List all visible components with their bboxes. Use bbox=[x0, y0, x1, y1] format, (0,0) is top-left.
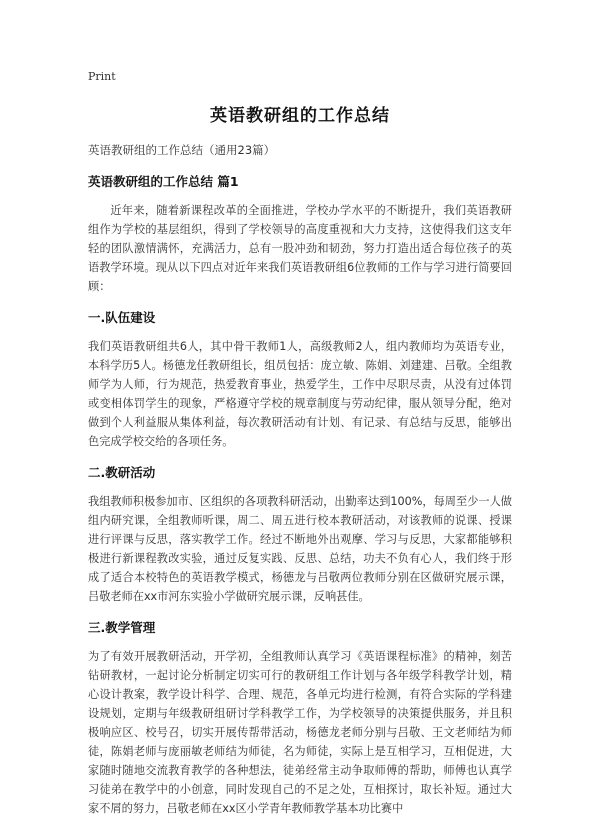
intro-paragraph: 近年来，随着新课程改革的全面推进，学校办学水平的不断提升，我们英语教研组作为学校的基层组织，得到了学校领导的高度重视和大力支持，这使得我们这支年轻的团队激情满怀，充满活力，总有一股冲劲和韧劲，努力打造出适合每位孩子的英语教学环境。现从以下四点对近年来我们英语教研组6位教师的工作与学习进行简要回顾： bbox=[88, 204, 512, 293]
section-body-management: 为了有效开展教研活动，开学初，全组教师认真学习《英语课程标准》的精神，刻苦钻研教材，一起讨论分析制定切实可行的教研组工作计划与各年级学科教学计划，精心设计教案，教学设计科学、合理、规范，各单元均进行检测，有符合实际的学科建设规划，定期与年级教研组研讨学科教学工作，为学校领导的决策提供服务，并且积极响应区、校号召，切实开展传帮带活动，杨德龙老师分别与吕敬、王文老师结为师徒，陈娟老师与庞丽敏老师结为师徒，名为师徒，实际上是互相学习，互相促进，大家随时随地交流教育教学的各种想法，徒弟经常主动争取师傅的帮助，师傅也认真学习徒弟在教学中的小创意，同时发现自己的不足之处，互相探讨，取长补短。通过大家不屑的努力，吕敬老师在xx区小学青年教师教学基本功比赛中 bbox=[88, 650, 512, 815]
document-title: 英语教研组的工作总结 bbox=[210, 106, 390, 126]
section-body-team: 我们英语教研组共6人，其中骨干教师1人，高级教师2人，组内教师均为英语专业，本科学历5人。杨德龙任教研组长，组员包括：庞立敏、陈娟、刘建建、吕敬。全组教师学为人师，行为规范，热爱教育事业，热爱学生，工作中尽职尽责，从没有过体罚或变相体罚学生的现象，严格遵守学校的规章制度与劳动纪律，服从领导分配，绝对做到个人利益服从集体利益，每次教研活动有计划、有记录、有总结与反思，能够出色完成学校交给的各项任务。 bbox=[88, 340, 512, 448]
section-body-research: 我组教师积极参加市、区组织的各项教科研活动，出勤率达到100%，每周至少一人做组内研究课，全组教师听课，周二、周五进行校本教研活动，对该教师的说课、授课进行评课与反思，落实教学工作。经过不断地外出观摩、学习与反思，大家都能够积极进行新课程教改实验，通过反复实践、反思、总结，功夫不负有心人，我们终于形成了适合本校特色的英语教学模式，杨德龙与吕敬两位教师分别在区做研究展示课，吕敬老师在xx市河东实验小学做研究展示课，反响甚佳。 bbox=[88, 495, 512, 603]
article-heading: 英语教研组的工作总结 篇1 bbox=[88, 174, 239, 189]
section-heading-management: 三.教学管理 bbox=[88, 620, 156, 635]
document-subtitle: 英语教研组的工作总结（通用23篇） bbox=[88, 143, 276, 157]
section-heading-team: 一.队伍建设 bbox=[88, 310, 156, 325]
section-heading-research: 二.教研活动 bbox=[88, 465, 156, 480]
print-label[interactable]: Print bbox=[88, 70, 116, 83]
